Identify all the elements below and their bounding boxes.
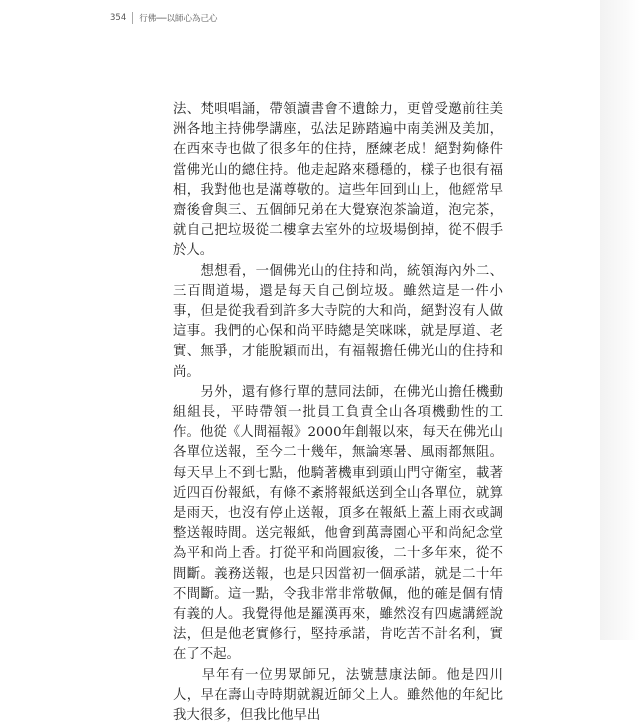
paragraph: 法、梵唄唱誦，帶領讀書會不遺餘力，更曾受邀前往美洲各地主持佛學講座，弘法足跡踏遍中南美洲及美加，在西來寺也做了很多年的住持，歷練老成！絕對夠條件當佛光山的總住持。他走起路來穩穩的，樣子也很有福相，我對他也是滿尊敬的。這些年回到山上，他經常早齋後會與三、五個師兄弟在大覺寮泡茶論道，泡完茶，就自己把垃圾從二樓拿去室外的垃圾場倒掉，從不假手於人。 <box>173 102 503 259</box>
paragraph: 早年有一位男眾師兄，法號慧康法師。他是四川人，早在壽山寺時期就親近師父上人。雖然他的年紀比我大很多，但我比他早出 <box>173 667 503 724</box>
page-number: 354 <box>110 13 127 23</box>
header-divider <box>132 12 133 24</box>
paragraph: 想想看，一個佛光山的住持和尚，統領海內外二、三百間道場，還是每天自己倒垃圾。雖然這是一件小事，但是從我看到許多大寺院的大和尚，絕對沒有人做這事。我們的心保和尚平時總是笑咪咪，就是厚道、老實、無爭，才能脫穎而出，有福報擔任佛光山的住持和尚。 <box>173 263 503 380</box>
running-header <box>110 10 217 26</box>
body-text <box>173 100 503 726</box>
running-title: 行佛──以師心為己心 <box>139 14 218 24</box>
paragraph: 另外，還有修行單的慧同法師，在佛光山擔任機動組組長，平時帶領一批員工負責全山各項機動性的工作。他從《人間福報》2000年創報以來，每天在佛光山各單位送報，至今二十幾年，無論寒暑、風雨都無阻。每天早上不到七點，他騎著機車到頭山門守衛室，載著近四百份報紙，有條不紊將報紙送到全山各單位，就算是雨天，也沒有停止送報，頂多在報紙上蓋上雨衣或調整送報時間。送完報紙，他會到萬壽園心平和尚紀念堂為平和尚上香。打從平和尚圓寂後，二十多年來，從不間斷。義務送報，也是只因當初一個承諾，就是二十年不間斷。這一點，令我非常非常敬佩，他的確是個有情有義的人。我覺得他是羅漢再來，雖然沒有四處講經說法，但是他老實修行，堅持承諾，肯吃苦不計名利，實在了不起。 <box>173 384 503 663</box>
page-edge-shadow <box>600 0 640 640</box>
